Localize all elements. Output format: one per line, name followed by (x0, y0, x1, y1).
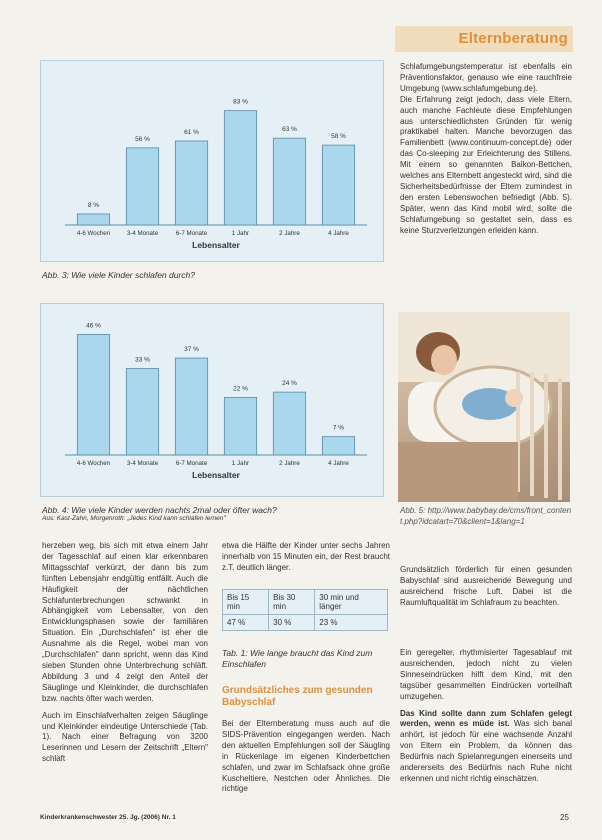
chart-durchschlafen (40, 60, 384, 262)
tick-label: 2 Jahre (279, 230, 300, 237)
table-row (223, 590, 388, 615)
data-label: 37 % (184, 346, 199, 354)
einschlaf-table (222, 589, 388, 631)
paragraph: Schlafumgebungstemperatur ist ebenfalls ein Präventionsfaktor, genauso wie eine rauchfreie Umgebung (www.schlafumgebung.de). (400, 62, 572, 93)
bar (224, 397, 256, 455)
paragraph: Grundsätzlich förderlich für einen gesunden Babyschlaf sind ausreichende Bewegung und ausreichend frische Luft. Dabei ist die Raumluftqualität im Schlafraum zu beachten. (400, 565, 572, 607)
data-label: 58 % (331, 133, 346, 141)
data-label: 61 % (184, 128, 199, 136)
bar (175, 141, 207, 225)
bar (273, 138, 305, 225)
table-caption: Tab. 1: Wie lange braucht das Kind zum Einschlafen (222, 648, 373, 669)
chart-nachts-wach (40, 303, 384, 497)
photo-mother-baby-crib (398, 312, 570, 502)
right-column-middle (400, 565, 572, 609)
data-label: 7 % (332, 424, 345, 432)
right-column-top (400, 62, 572, 237)
paragraph: Die Erfahrung zeigt jedoch, dass viele Eltern, auch manche Fachleute diese Empfehlungen aus unterschiedlichsten Gründen für wenig praktikabel halten. Manche bevorzugen das Familienbett (www.continuum-concept.de) oder das Co-sleeping zur Erleichterung des Stillens. Mit einem so genannten Balkon-Bettchen, welches ans Elternbett angesteckt wird, sind die Sicherheitsbedürfnisse der Eltern zumindest in den ersten Lebenswochen befriedigt (Abb. 5). Später, wenn das Kind mobil wird, sollte die Schlafumgebung so gestaltet sein, dass es keine Sturzverletzungen erleiden kann. (400, 94, 572, 235)
data-label: 83 % (233, 98, 248, 106)
chart2-source: Aus: Kast-Zahn, Morgenroth: „Jedes Kind kann schlafen lernen" (42, 515, 226, 522)
chart-durchschlafen-svg (41, 61, 385, 263)
tick-label: 4-6 Wochen (76, 460, 111, 467)
bar (126, 369, 158, 455)
x-axis-label: Lebensalter (192, 240, 240, 250)
tick-label: 1 Jahr (231, 460, 250, 467)
page-title: Elternberatung (458, 30, 568, 47)
bar (77, 334, 109, 455)
paragraph: herzeben weg, bis sich mit etwa einem Jahr der Tagesschlaf auf einen klar erkennbaren Mittagsschlaf verkürzt, der dann bis zum fünften Lebensjahr endgültig entfällt. Auch die Häufigkeit der nächtlichen Schlafunterbrechungen schwankt in Abhängigkeit vom Lebensalter, von den Entwicklungsphasen sowie der familiären Situation. Ein „Durchschlafen" ist eher die Ausnahme als die Regel, wobei man von „Durchschlafen" dann spricht, wenn das Kind sieben Stunden ohne Unterbrechung schläft. Abbildung 3 und 4 zeigt den Anteil der Säuglinge und Kleinkinder, die durchschlafen bzw. nachts öfter wach werden. (42, 541, 208, 703)
section-heading: Grundsätzliches zum gesunden Babyschlaf (222, 685, 373, 708)
footer-journal: Kinderkrankenschwester 25. Jg. (2006) Nr. 1 (40, 814, 176, 821)
data-label: 46 % (86, 322, 101, 330)
paragraph: Bei der Elternberatung muss auch auf die SIDS-Prävention eingegangen werden. Nach den aktuellen Empfehlungen soll der Säugling in Rückenlage im eigenen Kinderbettchen schlafen, und zwar im Schlafsack ohne große Kuscheltiere, Nestchen oder Ähnliches. Die richtige (222, 719, 390, 794)
table-header-cell: Bis 15 min (223, 590, 269, 615)
chart1-caption: Abb. 3: Wie viele Kinder schlafen durch? (42, 270, 196, 280)
data-label: 24 % (282, 380, 297, 388)
bold-sentence: Das Kind sollte dann zum Schlafen gelegt werden, wenn es müde ist. (400, 708, 572, 729)
tick-label: 6-7 Monate (175, 230, 208, 237)
tick-label: 4-6 Wochen (76, 230, 111, 237)
data-label: 56 % (135, 135, 150, 143)
tick-label: 3-4 Monate (126, 460, 159, 467)
bar (322, 437, 354, 455)
bar (322, 145, 354, 225)
table-cell: 23 % (315, 615, 388, 631)
data-label: 33 % (135, 356, 150, 364)
bar (273, 392, 305, 455)
chart2-caption: Abb. 4: Wie viele Kinder werden nachts 2mal oder öfter wach? (42, 505, 277, 515)
table-cell: 30 % (269, 615, 315, 631)
tick-label: 3-4 Monate (126, 230, 159, 237)
table-row (223, 615, 388, 631)
paragraph: etwa die Hälfte der Kinder unter sechs Jahren innerhalb von 15 Minuten ein, der Rest braucht z.T. deutlich länger. (222, 541, 390, 572)
tick-label: 4 Jahre (328, 460, 349, 467)
data-label: 8 % (87, 201, 100, 209)
x-axis-label: Lebensalter (192, 470, 240, 480)
bar (77, 214, 109, 225)
data-label: 63 % (282, 126, 297, 134)
page-number: 25 (560, 813, 569, 822)
paragraph-tail: Was sich banal anhört, ist jedoch für eine wachsende Anzahl von Eltern ein Problem, da können das Bedürfnis nach Spielanregungen einerseits und andererseits des Bedürfnis nach Ruhe nicht erkennen und nicht richtig einschätzen. (400, 719, 573, 783)
tick-label: 4 Jahre (328, 230, 349, 237)
bar (224, 111, 256, 225)
left-column (42, 541, 208, 765)
right-column-bottom (400, 648, 572, 785)
mother-face (431, 345, 457, 375)
tick-label: 1 Jahr (231, 230, 250, 237)
data-label: 22 % (233, 385, 248, 393)
chart-nachts-wach-svg (41, 304, 385, 498)
paragraph: Ein geregelter, rhythmisierter Tagesablauf mit ausreichenden, jedoch nicht zu vielen Sinneseindrücken hilft dem Kind, mit den tagsüber gesammelten Eindrücken vorteilhaft umzugehen. (400, 648, 572, 701)
table-cell: 47 % (223, 615, 269, 631)
tick-label: 2 Jahre (279, 460, 300, 467)
middle-column-top (222, 541, 390, 574)
table-header-cell: Bis 30 min (269, 590, 315, 615)
photo-illustration (398, 312, 570, 502)
middle-column-bottom (222, 719, 390, 795)
tick-label: 6-7 Monate (175, 460, 208, 467)
bar (126, 148, 158, 225)
bar (175, 358, 207, 455)
paragraph: Auch im Einschlafverhalten zeigen Säuglinge und Kleinkinder eindeutige Unterschiede (Tab. 1). Nach einer Befragung von 3200 Leserinnen und Lesern der Zeitschrift „Eltern" schläft (42, 710, 208, 764)
table-header-cell: 30 min und länger (315, 590, 388, 615)
photo-caption: Abb. 5: http://www.babybay.de/cms/front_content.php?idcatart=70&client=1&lang=1 (400, 506, 572, 526)
